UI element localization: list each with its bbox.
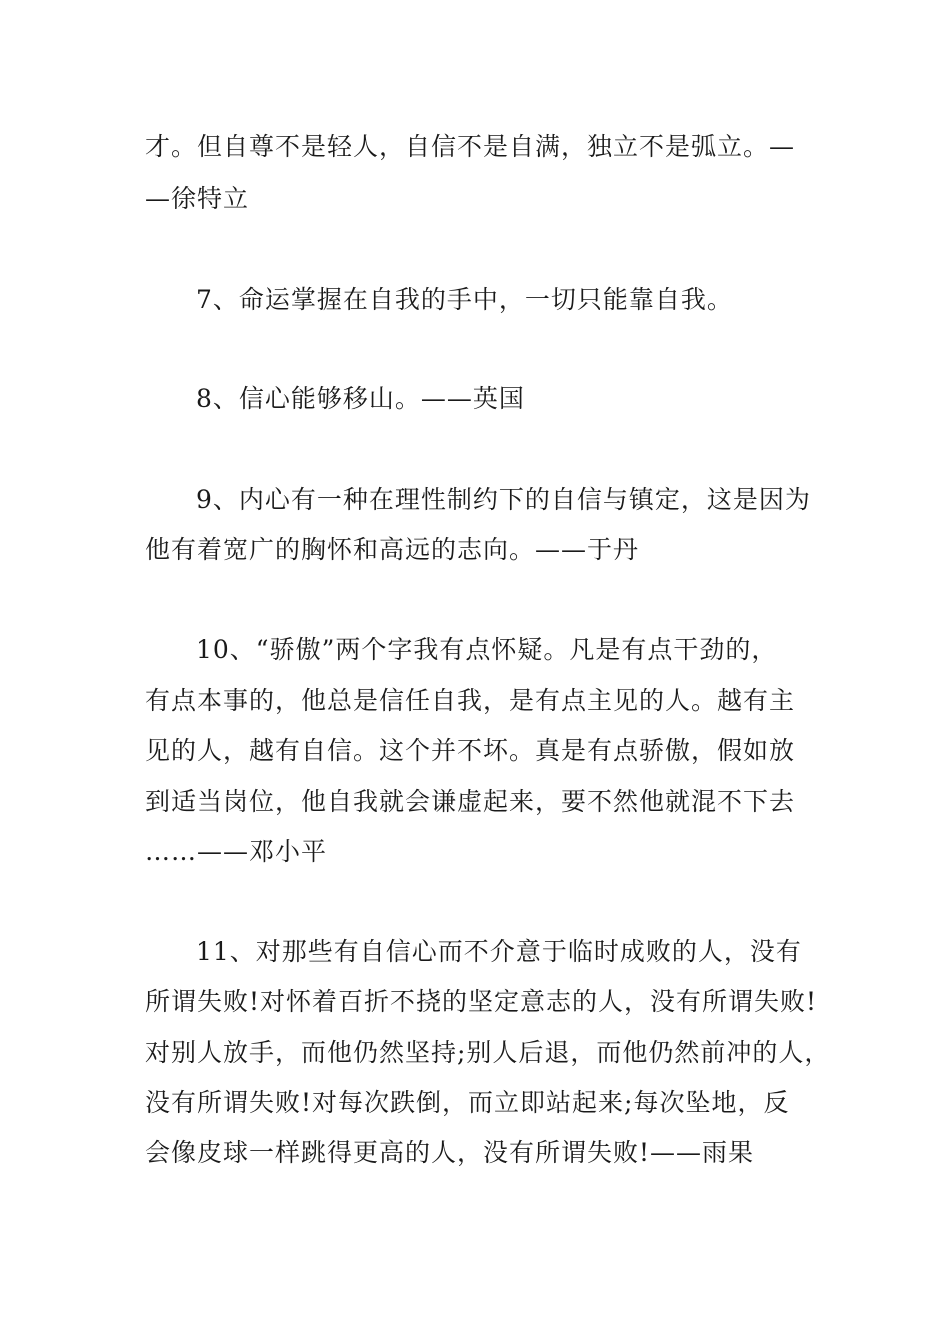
- paragraph-line: 7、命运掌握在自我的手中，一切只能靠自我。: [196, 285, 733, 314]
- paragraph-line: 8、信心能够移山。——英国: [196, 384, 525, 413]
- paragraph-line: 他有着宽广的胸怀和高远的志向。——于丹: [145, 535, 640, 564]
- paragraph-line: 会像皮球一样跳得更高的人，没有所谓失败!——雨果: [145, 1138, 755, 1167]
- paragraph-line: 没有所谓失败!对每次跌倒，而立即站起来;每次坠地，反: [145, 1088, 790, 1117]
- paragraph-line: 有点本事的，他总是信任自我，是有点主见的人。越有主: [145, 686, 796, 715]
- paragraph-line: 9、内心有一种在理性制约下的自信与镇定，这是因为: [196, 485, 811, 514]
- paragraph-line: 才。但自尊不是轻人，自信不是自满，独立不是弧立。—: [145, 132, 796, 161]
- paragraph-line: —徐特立: [145, 184, 250, 213]
- paragraph-line: 对别人放手，而他仍然坚持;别人后退，而他仍然前冲的人，: [145, 1038, 831, 1067]
- paragraph-line: 10、“骄傲”两个字我有点怀疑。凡是有点干劲的，: [196, 635, 778, 664]
- paragraph-line: ……——邓小平: [145, 837, 328, 866]
- paragraph-line: 见的人，越有自信。这个并不坏。真是有点骄傲，假如放: [145, 736, 796, 765]
- paragraph-line: 所谓失败!对怀着百折不挠的坚定意志的人，没有所谓失败!: [145, 987, 818, 1016]
- paragraph-line: 到适当岗位，他自我就会谦虚起来，要不然他就混不下去: [145, 787, 796, 816]
- paragraph-line: 11、对那些有自信心而不介意于临时成败的人，没有: [196, 937, 802, 966]
